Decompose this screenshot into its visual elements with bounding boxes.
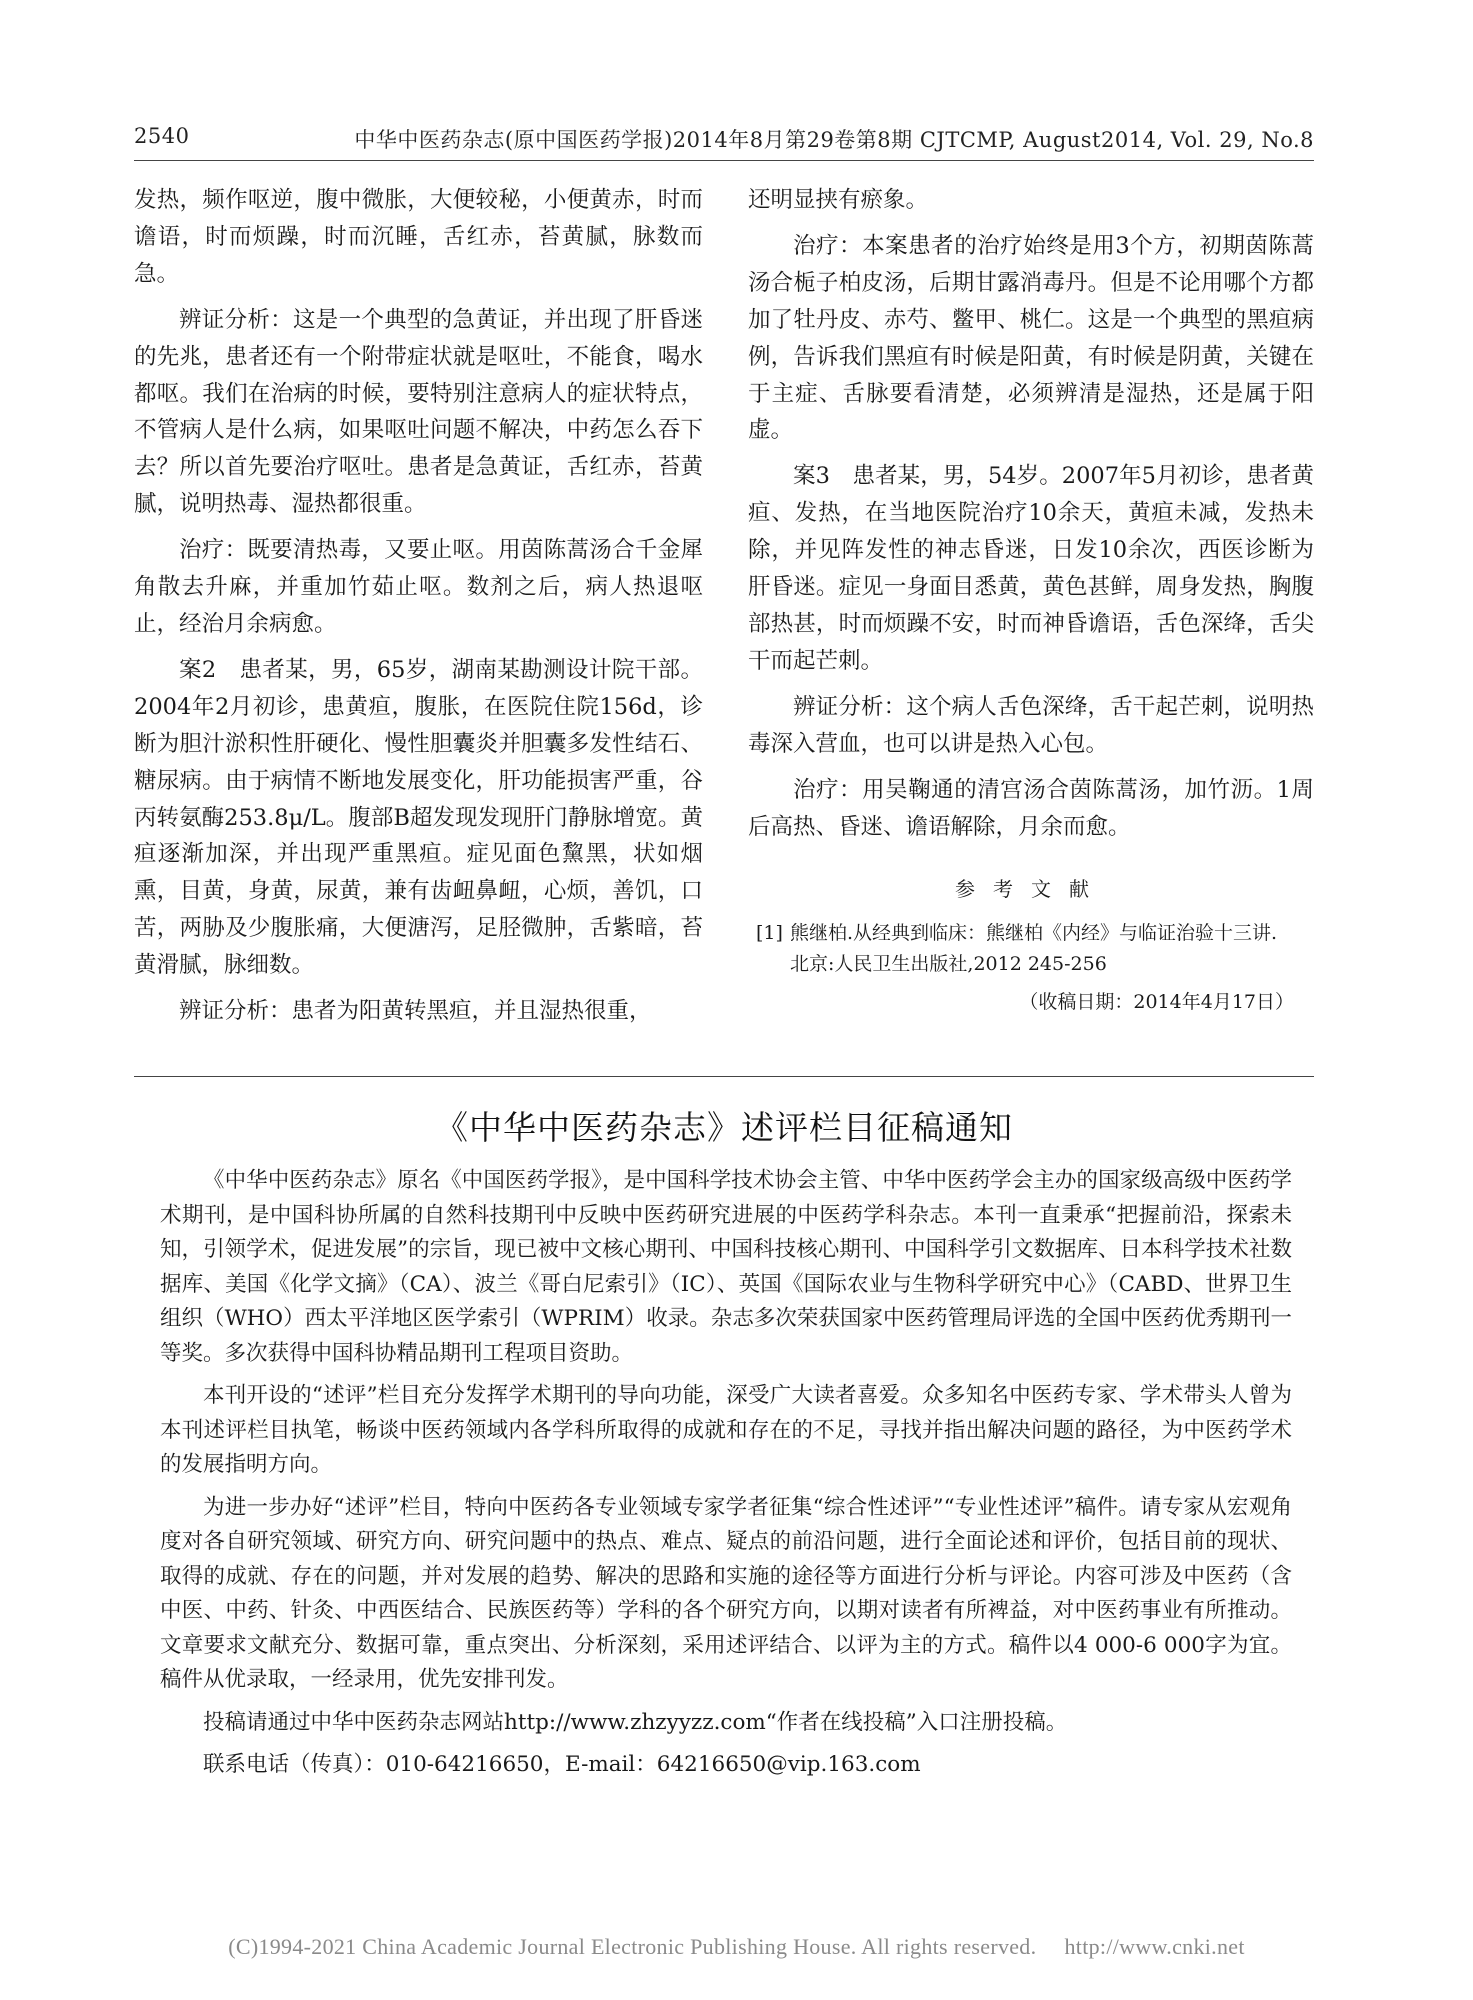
left-column [134,182,703,1039]
paragraph: 辨证分析：患者为阳黄转黑疸，并且湿热很重， [179,998,652,1025]
references-heading: 参考文献 [955,877,1107,902]
copyright-watermark: (C)1994-2021 China Academic Journal Electronic Publishing House. All rights reserved. http://www.cnki.net [228,1934,1245,1959]
paragraph: 案3 患者某，男，54岁。2007年5月初诊，患者黄疸、发热，在当地医院治疗10余天，黄疸未减，发热未除，并见阵发性的神志昏迷，日发10余次，西医诊断为肝昏迷。症见一身面目悉黄，黄色甚鲜，周身发热，胸腹部热甚，时而烦躁不安，时而神昏谵语，舌色深绛，舌尖干而起芒刺。 [748,463,1314,674]
notice-paragraph: 《中华中医药杂志》原名《中国医药学报》，是中国科学技术协会主管、中华中医药学会主办的国家级高级中医药学术期刊，是中国科协所属的自然科技期刊中反映中医药研究进展的中医药学科杂志。本刊一直秉承“把握前沿，探索未知，引领学术，促进发展”的宗旨，现已被中文核心期刊、中国科技核心期刊、中国科学引文数据库、日本科学技术社数据库、美国《化学文摘》（CA）、波兰《哥白尼索引》（IC）、英国《国际农业与生物科学研究中心》（CABD、世界卫生组织（WHO）西太平洋地区医学索引（WPRIM）收录。杂志多次荣获国家中医药管理局评选的全国中医药优秀期刊一等奖。多次获得中国科协精品期刊工程项目资助。 [160,1168,1292,1366]
reference-item [748,918,1314,980]
notice-paragraph: 本刊开设的“述评”栏目充分发挥学术期刊的导向功能，深受广大读者喜爱。众多知名中医药专家、学术带头人曾为本刊述评栏目执笔，畅谈中医药领域内各学科所取得的成就和存在的不足，寻找并指出解决问题的路径，为中医药学术的发展指明方向。 [160,1383,1292,1477]
reference-text-line2: 北京:人民卫生出版社,2012 245-256 [790,953,1107,976]
notice-submission-line: 投稿请通过中华中医药杂志网站http://www.zhzyyzz.com“作者在线投稿”入口注册投稿。 [203,1709,1068,1735]
reference-index: [1] [756,922,783,945]
paragraph: 辨证分析：这个病人舌色深绛，舌干起芒刺，说明热毒深入营血，也可以讲是热入心包。 [748,693,1314,757]
right-column [748,182,1314,1021]
section-divider [134,1076,1314,1077]
page-number: 2540 [134,124,190,148]
paragraph: 案2 患者某，男，65岁，湖南某勘测设计院干部。2004年2月初诊，患黄疸，腹胀，在医院住院156d，诊断为胆汁淤积性肝硬化、慢性胆囊炎并胆囊多发性结石、糖尿病。由于病情不断地发展变化，肝功能损害严重，谷丙转氨酶253.8μ/L。腹部B超发现发现肝门静脉增宽。黄疸逐渐加深，并出现严重黑疸。症见面色黧黑，状如烟熏，目黄，身黄，尿黄，兼有齿衄鼻衄，心烦，善饥，口苦，两胁及少腹胀痛，大便溏泻，足胫微肿，舌紫暗，苔黄滑腻，脉细数。 [134,656,703,979]
journal-citation-line: 中华中医药杂志(原中国医药学报)2014年8月第29卷第8期 CJTCMP, August2014, Vol. 29, No.8 [354,128,1314,152]
notice-paragraph: 为进一步办好“述评”栏目，特向中医药各专业领域专家学者征集“综合性述评”“专业性述评”稿件。请专家从宏观角度对各自研究领域、研究方向、研究问题中的热点、难点、疑点的前沿问题，进行全面论述和评价，包括目前的现状、取得的成就、存在的问题，并对发展的趋势、解决的思路和实施的途径等方面进行分析与评论。内容可涉及中医药（含中医、中药、针灸、中西医结合、民族医药等）学科的各个研究方向，以期对读者有所裨益，对中医药事业有所推动。文章要求文献充分、数据可靠，重点突出、分析深刻，采用述评结合、以评为主的方式。稿件以4 000-6 000字为宜。稿件从优录取，一经录用，优先安排刊发。 [160,1494,1292,1692]
paragraph: 治疗：用吴鞠通的清宫汤合茵陈蒿汤，加竹沥。1周后高热、昏迷、谵语解除，月余而愈。 [748,776,1314,840]
notice-contact-line: 联系电话（传真）：010-64216650，E-mail：64216650@vip.163.com [203,1752,921,1777]
notice-title: 《中华中医药杂志》述评栏目征稿通知 [435,1108,1013,1147]
paragraph: 辨证分析：这是一个典型的急黄证，并出现了肝昏迷的先兆，患者还有一个附带症状就是呕吐，不能食，喝水都呕。我们在治病的时候，要特别注意病人的症状特点，不管病人是什么病，如果呕吐问题不解决，中药怎么吞下去？所以首先要治疗呕吐。患者是急黄证，舌红赤，苔黄腻，说明热毒、湿热都很重。 [134,306,703,518]
reference-text-line1: 熊继柏.从经典到临床：熊继柏《内经》与临证治验十三讲. [790,922,1278,945]
paragraph: 治疗：既要清热毒，又要止呕。用茵陈蒿汤合千金犀角散去升麻，并重加竹茹止呕。数剂之后，病人热退呕止，经治月余病愈。 [134,537,703,637]
paragraph: 发热，频作呕逆，腹中微胀，大便较秘，小便黄赤，时而谵语，时而烦躁，时而沉睡，舌红赤，苔黄腻，脉数而急。 [134,187,703,287]
notice-body [160,1164,1292,1791]
paragraph: 还明显挟有瘀象。 [748,187,929,213]
running-header [134,124,1314,156]
header-rule [134,160,1314,161]
received-date: （收稿日期：2014年4月17日） [1019,991,1294,1014]
paragraph: 治疗：本案患者的治疗始终是用3个方，初期茵陈蒿汤合栀子柏皮汤，后期甘露消毒丹。但是不论用哪个方都加了牡丹皮、赤芍、鳖甲、桃仁。这是一个典型的黑疸病例，告诉我们黑疸有时候是阳黄，有时候是阴黄，关键在于主症、舌脉要看清楚，必须辨清是湿热，还是属于阳虚。 [748,232,1314,444]
